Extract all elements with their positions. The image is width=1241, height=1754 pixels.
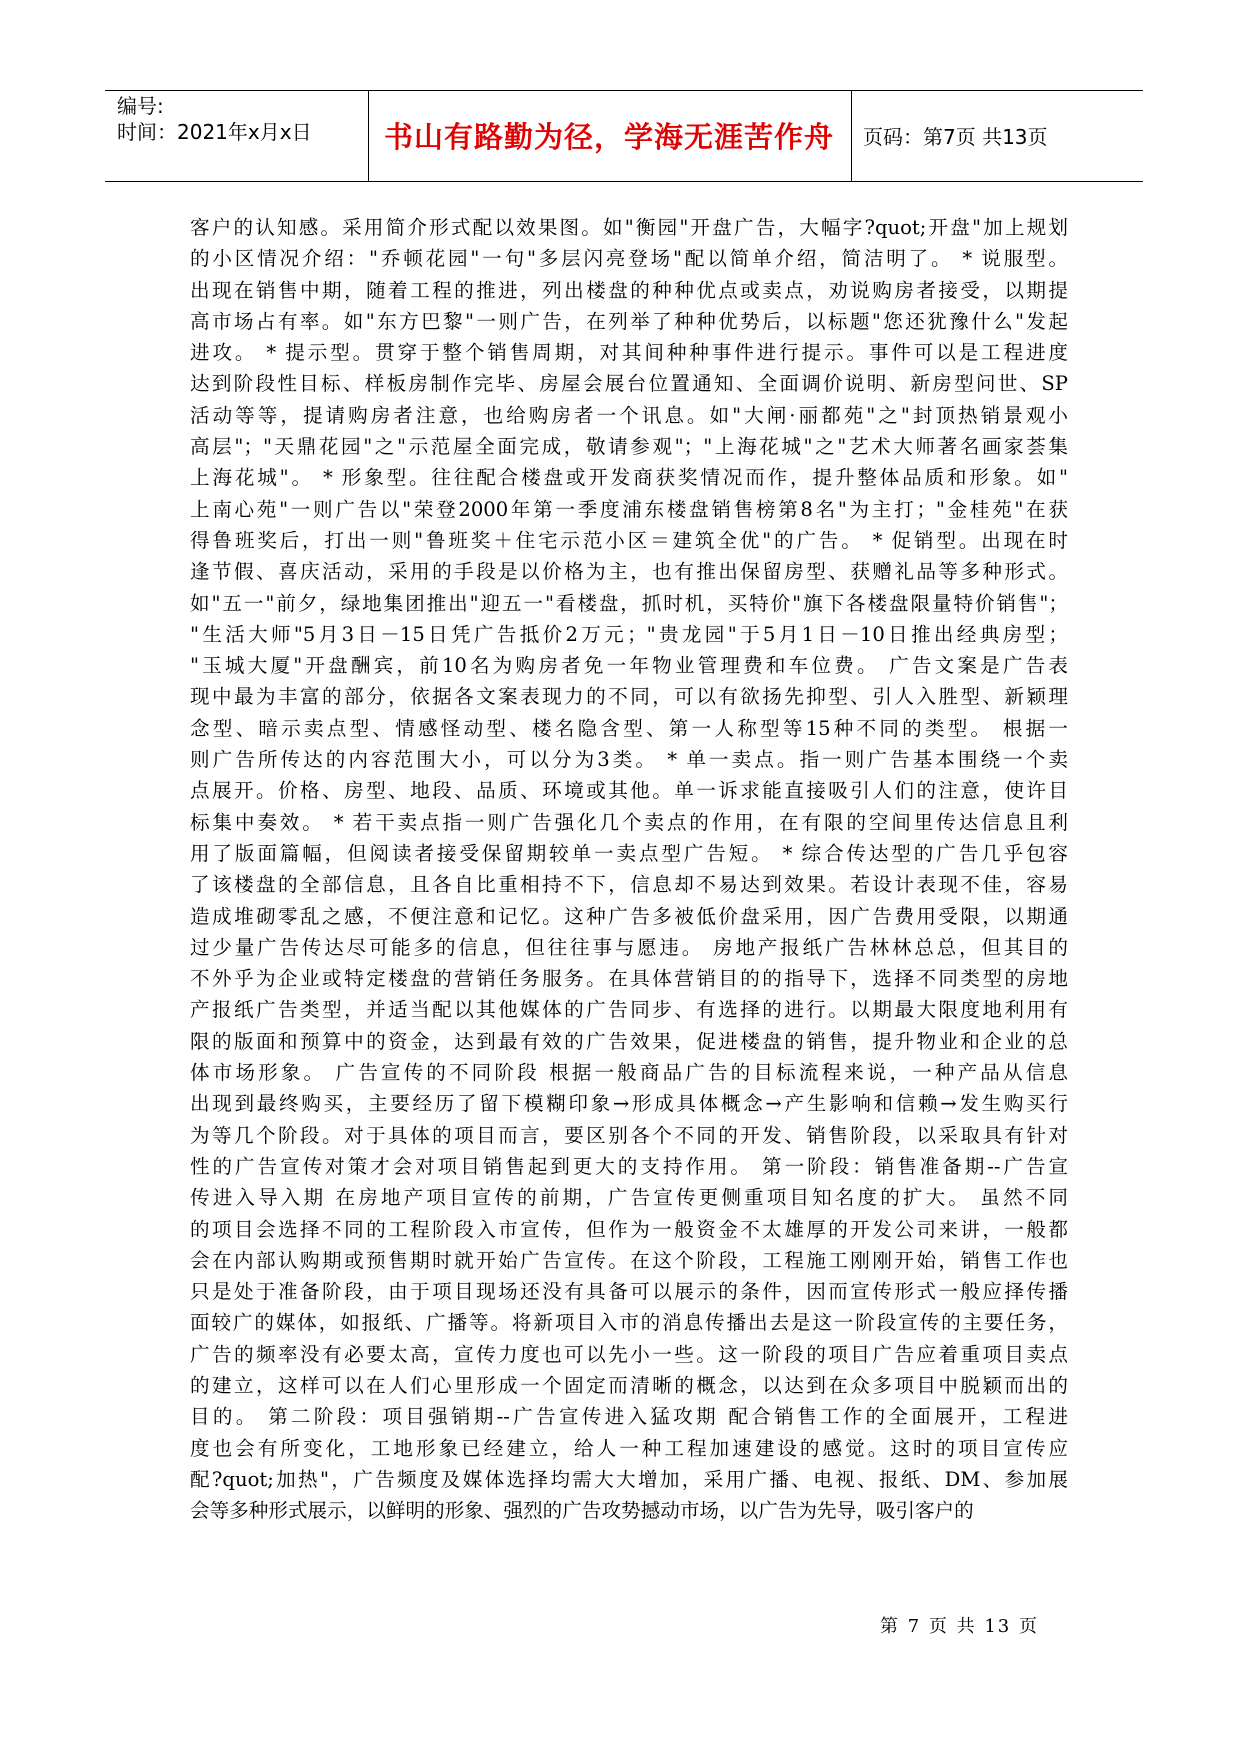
body-line: 标集中奏效。 * 若干卖点指一则广告强化几个卖点的作用，在有限的空间里传达信息且利	[190, 810, 1068, 834]
body-line: 念型、暗示卖点型、情感怪动型、楼名隐含型、第一人称型等15种不同的类型。 根据一	[190, 716, 1068, 740]
body-line: 的建立，这样可以在人们心里形成一个固定而清晰的概念，以达到在众多项目中脱颖而出的	[190, 1373, 1068, 1397]
body-line: 的项目会选择不同的工程阶段入市宣传，但作为一般资金不太雄厚的开发公司来讲，一般都	[190, 1217, 1068, 1241]
body-line: 上海花城"。 * 形象型。往往配合楼盘或开发商获奖情况而作，提升整体品质和形象。如"	[190, 466, 1068, 490]
page-footer-number: 第 7 页 共 13 页	[880, 1616, 1039, 1637]
body-line: 限的版面和预算中的资金，达到最有效的广告效果，促进楼盘的销售，提升物业和企业的总	[190, 1029, 1068, 1053]
body-line: 达到阶段性目标、样板房制作完毕、房屋会展台位置通知、全面调价说明、新房型问世、SP	[190, 372, 1068, 396]
document-body	[190, 212, 1068, 1526]
time-label: 时间：2021年x月x日	[117, 120, 312, 144]
serial-number-label: 编号:	[117, 94, 164, 118]
header-divider-right	[851, 91, 852, 181]
body-line: 逢节假、喜庆活动，采用的手段是以价格为主，也有推出保留房型、获赠礼品等多种形式。	[190, 560, 1068, 584]
body-line: 为等几个阶段。对于具体的项目而言，要区别各个不同的开发、销售阶段，以采取具有针对	[190, 1123, 1068, 1147]
body-line: 现中最为丰富的部分，依据各文案表现力的不同，可以有欲扬先抑型、引人入胜型、新颖理	[190, 685, 1068, 709]
body-line: 配?quot;加热"，广告频度及媒体选择均需大大增加，采用广播、电视、报纸、DM、参加展	[190, 1467, 1068, 1491]
body-line: 广告的频率没有必要太高，宣传力度也可以先小一些。这一阶段的项目广告应着重项目卖点	[190, 1342, 1068, 1366]
body-line: 活动等等，提请购房者注意，也给购房者一个讯息。如"大闸·丽都苑"之"封顶热销景观小	[190, 403, 1068, 427]
body-line: 不外乎为企业或特定楼盘的营销任务服务。在具体营销目的的指导下，选择不同类型的房地	[190, 967, 1068, 991]
body-line: 如"五一"前夕，绿地集团推出"迎五一"看楼盘，抓时机，买特价"旗下各楼盘限量特价销售"；	[190, 591, 1068, 615]
body-line: 上南心苑"一则广告以"荣登2000年第一季度浦东楼盘销售榜第8名"为主打；"金桂苑"在获	[190, 497, 1068, 521]
body-line: 客户的认知感。采用简介形式配以效果图。如"衡园"开盘广告，大幅字?quot;开盘"加上规划	[190, 216, 1068, 239]
body-line: 会等多种形式展示，以鲜明的形象、强烈的广告攻势撼动市场，以广告为先导，吸引客户的	[190, 1499, 974, 1523]
body-line: 了该楼盘的全部信息，且各自比重相持不下，信息却不易达到效果。若设计表现不佳，容易	[190, 873, 1068, 897]
body-line: "生活大师"5月3日－15日凭广告抵价2万元；"贵龙园"于5月1日－10日推出经典房型；	[190, 622, 1068, 646]
body-line: 过少量广告传达尽可能多的信息，但往往事与愿违。 房地产报纸广告林林总总，但其目的	[190, 935, 1068, 959]
body-line: 出现在销售中期，随着工程的推进，列出楼盘的种种优点或卖点，劝说购房者接受，以期提	[190, 278, 1068, 302]
body-line: 得鲁班奖后，打出一则"鲁班奖＋住宅示范小区＝建筑全优"的广告。 * 促销型。出现在时	[190, 528, 1068, 552]
body-line: 的小区情况介绍："乔顿花园"一句"多层闪亮登场"配以简单介绍，简洁明了。 * 说服型。	[190, 247, 1068, 271]
body-line: 体市场形象。 广告宣传的不同阶段 根据一般商品广告的目标流程来说，一种产品从信息	[190, 1061, 1068, 1085]
body-line: 只是处于准备阶段，由于项目现场还没有具备可以展示的条件，因而宣传形式一般应择传播	[190, 1280, 1068, 1304]
body-line: "玉城大厦"开盘酬宾，前10名为购房者免一年物业管理费和车位费。 广告文案是广告表	[190, 654, 1068, 678]
body-line: 度也会有所变化，工地形象已经建立，给人一种工程加速建设的感觉。这时的项目宣传应	[190, 1436, 1068, 1460]
header-page-number: 页码：第7页 共13页	[863, 125, 1048, 149]
body-line: 高层"；"天鼎花园"之"示范屋全面完成，敬请参观"；"上海花城"之"艺术大师著名画家荟集	[190, 435, 1068, 459]
body-line: 性的广告宣传对策才会对项目销售起到更大的支持作用。 第一阶段：销售准备期--广告宣	[190, 1154, 1068, 1178]
body-line: 产报纸广告类型，并适当配以其他媒体的广告同步、有选择的进行。以期最大限度地利用有	[190, 998, 1068, 1022]
body-line: 会在内部认购期或预售期时就开始广告宣传。在这个阶段，工程施工刚刚开始，销售工作也	[190, 1248, 1068, 1272]
body-line: 传进入导入期 在房地产项目宣传的前期，广告宣传更侧重项目知名度的扩大。 虽然不同	[190, 1186, 1068, 1210]
body-line: 目的。 第二阶段：项目强销期--广告宣传进入猛攻期 配合销售工作的全面展开，工程进	[190, 1405, 1068, 1429]
body-line: 进攻。 * 提示型。贯穿于整个销售周期，对其间种种事件进行提示。事件可以是工程进度	[190, 341, 1068, 365]
body-line: 点展开。价格、房型、地段、品质、环境或其他。单一诉求能直接吸引人们的注意，使许目	[190, 779, 1068, 803]
body-line: 高市场占有率。如"东方巴黎"一则广告，在列举了种种优势后，以标题"您还犹豫什么"发起	[190, 309, 1068, 333]
body-line: 用了版面篇幅，但阅读者接受保留期较单一卖点型广告短。 * 综合传达型的广告几乎包容	[190, 841, 1068, 865]
header-meta	[105, 91, 368, 181]
header-motto: 书山有路勤为径，学海无涯苦作舟	[383, 120, 834, 154]
page-header	[105, 90, 1143, 182]
body-line: 出现到最终购买，主要经历了留下模糊印象→形成具体概念→产生影响和信赖→发生购买行	[190, 1092, 1068, 1116]
body-line: 面较广的媒体，如报纸、广播等。将新项目入市的消息传播出去是这一阶段宣传的主要任务，	[190, 1311, 1068, 1335]
body-line: 造成堆砌零乱之感，不便注意和记忆。这种广告多被低价盘采用，因广告费用受限，以期通	[190, 904, 1068, 928]
body-line: 则广告所传达的内容范围大小，可以分为3类。 * 单一卖点。指一则广告基本围绕一个卖	[190, 748, 1068, 772]
